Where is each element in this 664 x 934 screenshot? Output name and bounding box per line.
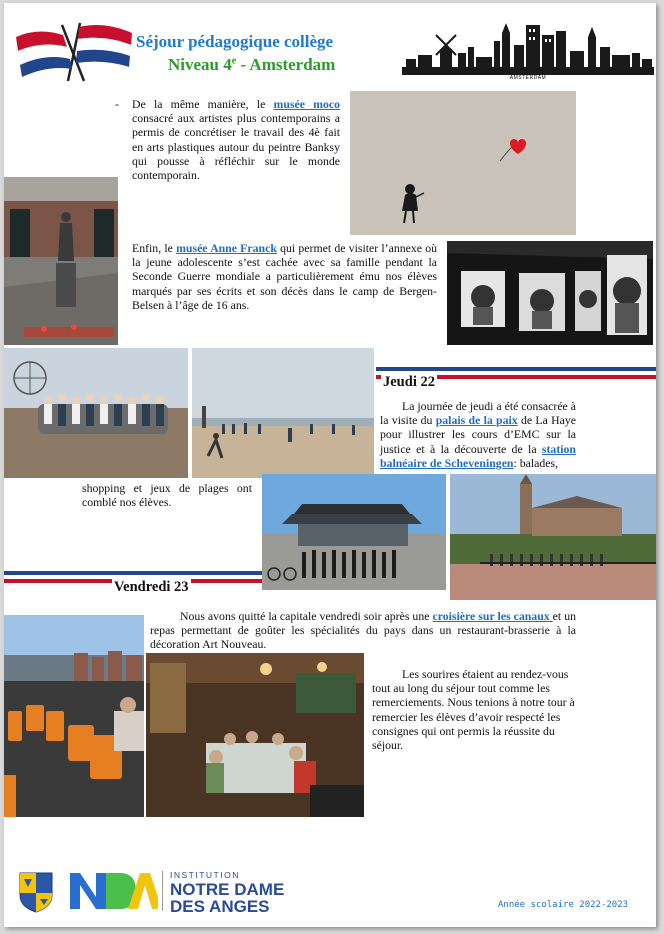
banksy-girl-balloon-photo	[350, 91, 576, 235]
vendredi-paragraph: Nous avons quitté la capitale vendredi soir après une croisière sur les canaux et un repas permettant de goûter les spécialités du pays dans un restaurant-brasserie à la décoration Art Nouveau.	[150, 609, 576, 652]
institution-name-line2: DES ANGES	[170, 897, 270, 916]
skyline-caption: AMSTERDAM	[509, 75, 547, 81]
nda-logo	[66, 867, 158, 915]
anne-frank-statue-photo	[4, 177, 118, 345]
beach-games-photo	[192, 348, 374, 478]
page-title: Séjour pédagogique collège	[136, 32, 334, 51]
dutch-flag-icon	[16, 31, 72, 77]
peace-palace-photo	[450, 474, 656, 600]
logo-divider	[162, 871, 163, 911]
scheveningen-pavilion-photo	[262, 474, 446, 590]
musee-anne-franck-link[interactable]: musée Anne Franck	[176, 241, 277, 255]
bullet-marker: -	[115, 97, 119, 111]
amsterdam-skyline-icon	[402, 17, 654, 81]
closing-paragraph: Les sourires étaient au rendez-vous tout au long du séjour tout comme les remerciements. Nous tenions à notre tour à remercier les élèves d’avoir respecté les consignes qui ont permis la réussite du séjour.	[372, 667, 575, 753]
group-pier-photo	[4, 348, 188, 478]
anne-frank-paragraph: Enfin, le musée Anne Franck qui permet de visiter l’annexe où la jeune adolescente s’est cachée avec sa famille pendant la Seconde Guerre mondiale a particulièrement ému nos élèves marqués par ses écrits et son décès dans le camp de Bergen-Belsen à l’âge de 16 ans.	[132, 241, 437, 312]
page-subtitle: Niveau 4e - Amsterdam	[168, 55, 336, 74]
institution-name-line1: NOTRE DAME	[170, 880, 285, 899]
institution-label: INSTITUTION	[170, 870, 240, 880]
moco-paragraph: De la même manière, le musée moco consacré aux artistes plus contemporains a permis de concrétiser le travail des 4è fait en arts plastiques autour du peintre Banksy qui pousse à réfléchir sur le monde contemporain.	[132, 97, 340, 183]
croisiere-canaux-link[interactable]: croisière sur les canaux	[432, 609, 553, 623]
school-year: Année scolaire 2022-2023	[498, 900, 629, 910]
jeudi-continuation: shopping et jeux de plages ont comblé nos élèves.	[82, 481, 252, 510]
document-page	[4, 3, 656, 927]
musee-moco-link[interactable]: musée moco	[273, 97, 340, 111]
crossed-flags-icon	[10, 17, 134, 83]
palais-de-la-paix-link[interactable]: palais de la paix	[435, 413, 518, 428]
dutch-flag-icon	[76, 25, 132, 67]
brasserie-meal-photo	[146, 653, 364, 817]
anne-frank-portraits-photo	[447, 241, 653, 345]
station-scheveningen-link[interactable]: station balnéaire de Scheveningen	[380, 441, 576, 470]
school-crest-icon	[18, 871, 54, 913]
vendredi-heading: Vendredi 23	[114, 579, 189, 595]
canal-cruise-photo	[4, 615, 144, 817]
jeudi-paragraph: La journée de jeudi a été consacrée à la visite du palais de la paix de La Haye pour illustrer les cours d’EMC sur la justice et à la découverte de la station balnéaire de Scheveningen: balades,	[380, 399, 576, 470]
jeudi-heading: Jeudi 22	[383, 374, 435, 390]
